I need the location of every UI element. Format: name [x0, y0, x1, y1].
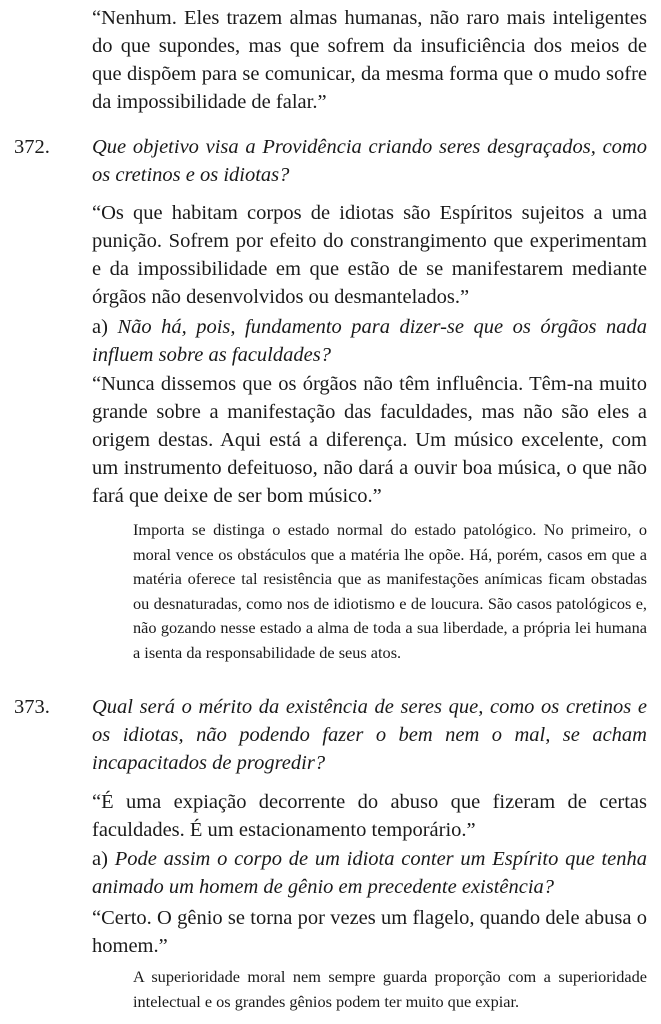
question-373: Qual será o mérito da existência de seres que, como os cretinos e os idiotas, não podendo fazer o bem nem o mal, se acham incapacitados de progredir?: [92, 696, 647, 774]
sub-letter-373a: a): [92, 848, 108, 870]
commentary-373: A superioridade moral nem sempre guarda proporção com a superioridade intelectual e os grandes gênios podem ter muito que expiar.: [133, 967, 647, 1011]
commentary-372: Importa se distinga o estado normal do estado patológico. No primeiro, o moral vence os obstáculos que a matéria lhe opõe. Há, porém, casos em que a matéria oferece tal resistência que as manifestações anímicas ficam obstadas ou desnaturadas, como nos de idiotismo e de loucura. São casos patológicos e, não gozando nesse estado a alma de toda a sua liberdade, a própria lei humana a isenta da responsabilidade de seus atos.: [133, 520, 647, 662]
answer-372: “Os que habitam corpos de idiotas são Espíritos sujeitos a uma punição. Sofrem por efeito do constrangimento que experimentam e da impossibilidade em que estão de se manifestarem mediante órgãos não desenvolvidos ou desmantelados.”: [92, 202, 647, 308]
sub-question-372a: [92, 313, 647, 369]
sub-question-373a: [92, 845, 647, 901]
sub-letter-372a: a): [92, 316, 108, 338]
sub-question-372a-text: Não há, pois, fundamento para dizer-se que os órgãos nada influem sobre as faculdades?: [92, 316, 648, 366]
sub-answer-372a: “Nunca dissemos que os órgãos não têm influência. Têm-na muito grande sobre a manifestação das faculdades, mas não são eles a origem destas. Aqui está a diferença. Um músico excelente, com um instrumento defeituoso, não dará a ouvir boa música, o que não fará que deixe de ser bom músico.”: [92, 373, 647, 507]
question-number-372: 372.: [14, 136, 50, 158]
question-number-373: 373.: [14, 696, 50, 718]
answer-373: “É uma expiação decorrente do abuso que fizeram de certas faculdades. É um estacionamento temporário.”: [92, 791, 647, 841]
question-372: Que objetivo visa a Providência criando seres desgraçados, como os cretinos e os idiotas?: [92, 136, 647, 186]
sub-question-373a-text: Pode assim o corpo de um idiota conter um Espírito que tenha animado um homem de gênio em precedente existência?: [92, 848, 648, 898]
top-answer: “Nenhum. Eles trazem almas humanas, não raro mais inteligentes do que supondes, mas que sofrem da insuficiência dos meios de que dispõem para se comunicar, da mesma forma que o mudo sofre da impossibilidade de falar.”: [92, 7, 647, 113]
sub-answer-373a: “Certo. O gênio se torna por vezes um flagelo, quando dele abusa o homem.”: [92, 907, 647, 957]
